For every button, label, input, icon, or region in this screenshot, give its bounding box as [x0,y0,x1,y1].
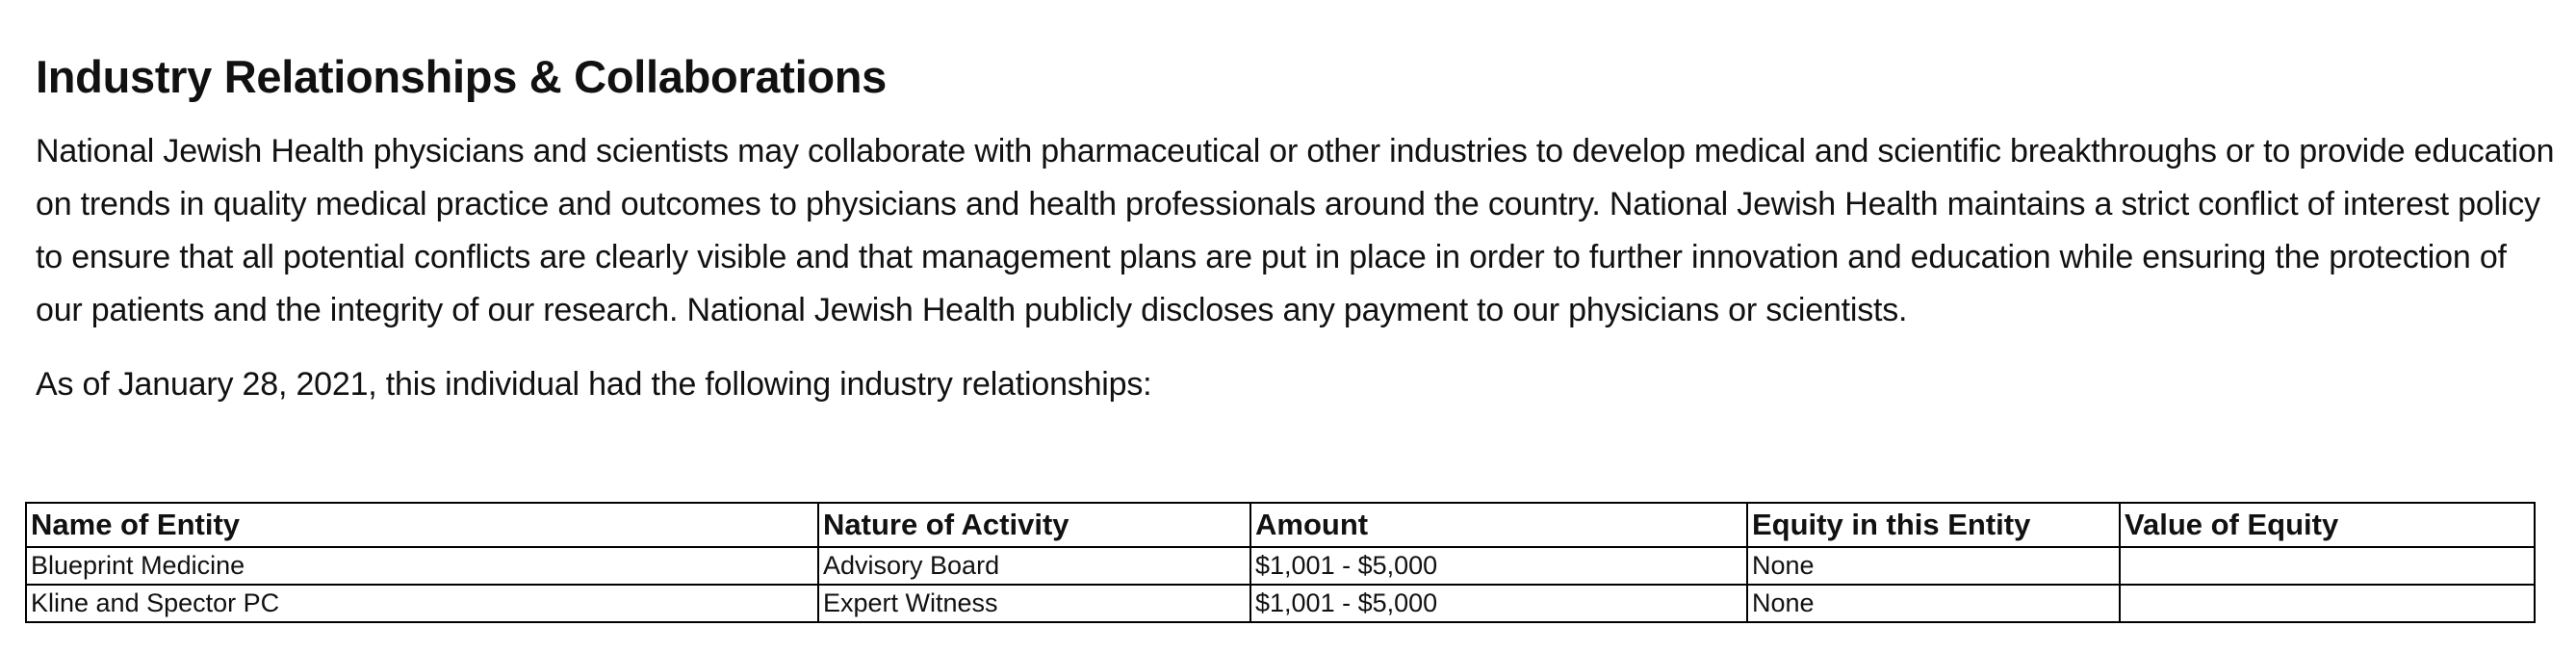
cell-activity: Expert Witness [818,585,1250,622]
industry-relationships-table [25,502,2536,623]
column-header-value-of-equity: Value of Equity [2120,503,2535,547]
disclosure-page [36,48,2558,411]
table-row [26,547,2535,585]
table-header-row [26,503,2535,547]
cell-amount: $1,001 - $5,000 [1250,547,1747,585]
cell-entity-name: Blueprint Medicine [26,547,818,585]
as-of-statement: As of January 28, 2021, this individual had the following industry relationships: [36,366,1152,403]
cell-equity: None [1747,547,2120,585]
page-title: Industry Relationships & Collaborations [36,51,888,102]
cell-entity-name: Kline and Spector PC [26,585,818,622]
cell-activity: Advisory Board [818,547,1250,585]
cell-amount: $1,001 - $5,000 [1250,585,1747,622]
cell-equity-value [2120,547,2535,585]
intro-paragraph: National Jewish Health physicians and scientists may collaborate with pharmaceutical or other industries to develop medical and scientific breakthroughs or to provide education on trends in quality medical practice and outcomes to physicians and health professionals around the country. National Jewish Health maintains a strict conflict of interest policy to ensure that all potential conflicts are clearly visible and that management plans are put in place in order to further innovation and education while ensuring the protection of our patients and the integrity of our research. National Jewish Health publicly discloses any payment to our physicians or scientists. [36,133,2555,328]
column-header-amount: Amount [1250,503,1747,547]
column-header-nature-of-activity: Nature of Activity [818,503,1250,547]
cell-equity: None [1747,585,2120,622]
table-row [26,585,2535,622]
cell-equity-value [2120,585,2535,622]
column-header-name-of-entity: Name of Entity [26,503,818,547]
column-header-equity-in-entity: Equity in this Entity [1747,503,2120,547]
